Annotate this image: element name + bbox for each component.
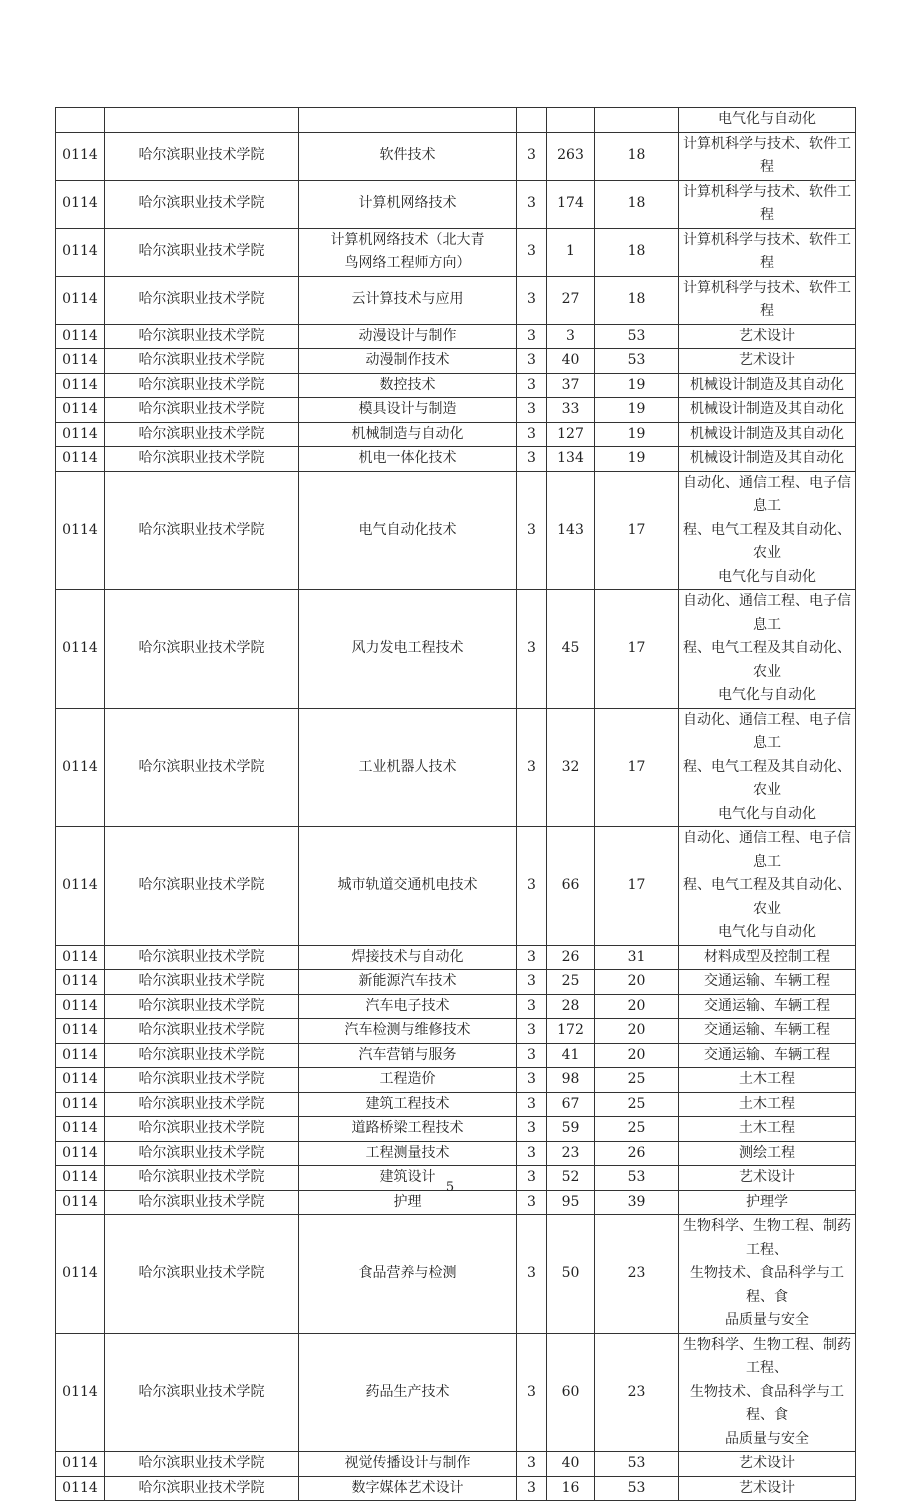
table-row — [56, 1043, 856, 1068]
school-name-cell: 哈尔滨职业技术学院 — [105, 1215, 299, 1334]
major-name-cell: 风力发电工程技术 — [299, 590, 517, 709]
school-code-cell: 0114 — [56, 1190, 105, 1215]
major-name-cell: 工程测量技术 — [299, 1141, 517, 1166]
plan-count-cell: 16 — [547, 1476, 595, 1501]
major-name-cell: 药品生产技术 — [299, 1333, 517, 1452]
table-row — [56, 1117, 856, 1142]
school-name-cell: 哈尔滨职业技术学院 — [105, 1333, 299, 1452]
table-row — [56, 180, 856, 228]
related-majors-cell: 机械设计制造及其自动化 — [679, 373, 856, 398]
school-code-cell: 0114 — [56, 1452, 105, 1477]
school-name-cell: 哈尔滨职业技术学院 — [105, 180, 299, 228]
major-name-cell: 建筑工程技术 — [299, 1092, 517, 1117]
school-code-cell: 0114 — [56, 398, 105, 423]
group-code-cell: 19 — [595, 422, 679, 447]
years-cell: 3 — [517, 970, 547, 995]
years-cell: 3 — [517, 324, 547, 349]
school-code-cell: 0114 — [56, 827, 105, 946]
school-code-cell: 0114 — [56, 590, 105, 709]
plan-count-cell: 127 — [547, 422, 595, 447]
school-name-cell: 哈尔滨职业技术学院 — [105, 1117, 299, 1142]
major-name-cell: 汽车检测与维修技术 — [299, 1019, 517, 1044]
table-row — [56, 1333, 856, 1452]
school-code-cell: 0114 — [56, 1215, 105, 1334]
major-name-cell: 机械制造与自动化 — [299, 422, 517, 447]
school-name-cell: 哈尔滨职业技术学院 — [105, 349, 299, 374]
school-name-cell — [105, 108, 299, 133]
school-name-cell: 哈尔滨职业技术学院 — [105, 1092, 299, 1117]
school-code-cell: 0114 — [56, 1092, 105, 1117]
years-cell: 3 — [517, 1333, 547, 1452]
plan-count-cell: 45 — [547, 590, 595, 709]
related-majors-cell: 自动化、通信工程、电子信息工 程、电气工程及其自动化、农业 电气化与自动化 — [679, 590, 856, 709]
related-majors-cell: 交通运输、车辆工程 — [679, 970, 856, 995]
plan-count-cell — [547, 108, 595, 133]
table-row — [56, 1092, 856, 1117]
plan-count-cell: 52 — [547, 1166, 595, 1191]
related-majors-cell: 电气化与自动化 — [679, 108, 856, 133]
group-code-cell: 23 — [595, 1215, 679, 1334]
school-name-cell: 哈尔滨职业技术学院 — [105, 471, 299, 590]
school-code-cell: 0114 — [56, 945, 105, 970]
school-name-cell: 哈尔滨职业技术学院 — [105, 590, 299, 709]
school-name-cell: 哈尔滨职业技术学院 — [105, 1019, 299, 1044]
related-majors-cell: 护理学 — [679, 1190, 856, 1215]
plan-count-cell: 26 — [547, 945, 595, 970]
school-code-cell: 0114 — [56, 447, 105, 472]
table-row — [56, 132, 856, 180]
related-majors-cell: 交通运输、车辆工程 — [679, 1019, 856, 1044]
years-cell: 3 — [517, 1452, 547, 1477]
plan-count-cell: 27 — [547, 276, 595, 324]
plan-count-cell: 40 — [547, 349, 595, 374]
school-code-cell: 0114 — [56, 994, 105, 1019]
group-code-cell — [595, 108, 679, 133]
school-code-cell: 0114 — [56, 180, 105, 228]
plan-count-cell: 263 — [547, 132, 595, 180]
years-cell: 3 — [517, 1117, 547, 1142]
table-row — [56, 1141, 856, 1166]
years-cell: 3 — [517, 1141, 547, 1166]
years-cell: 3 — [517, 1019, 547, 1044]
school-code-cell: 0114 — [56, 708, 105, 827]
school-name-cell: 哈尔滨职业技术学院 — [105, 1166, 299, 1191]
group-code-cell: 18 — [595, 276, 679, 324]
table-row — [56, 1068, 856, 1093]
group-code-cell: 19 — [595, 398, 679, 423]
years-cell: 3 — [517, 422, 547, 447]
major-name-cell — [299, 108, 517, 133]
table-body — [56, 108, 856, 1501]
school-name-cell: 哈尔滨职业技术学院 — [105, 994, 299, 1019]
school-name-cell: 哈尔滨职业技术学院 — [105, 708, 299, 827]
group-code-cell: 53 — [595, 1476, 679, 1501]
related-majors-cell: 土木工程 — [679, 1092, 856, 1117]
group-code-cell: 53 — [595, 1166, 679, 1191]
related-majors-cell: 交通运输、车辆工程 — [679, 1043, 856, 1068]
related-majors-cell: 艺术设计 — [679, 349, 856, 374]
years-cell: 3 — [517, 994, 547, 1019]
school-code-cell: 0114 — [56, 373, 105, 398]
related-majors-cell: 艺术设计 — [679, 1476, 856, 1501]
years-cell: 3 — [517, 180, 547, 228]
years-cell: 3 — [517, 132, 547, 180]
school-code-cell: 0114 — [56, 471, 105, 590]
major-name-cell: 汽车电子技术 — [299, 994, 517, 1019]
school-name-cell: 哈尔滨职业技术学院 — [105, 422, 299, 447]
school-name-cell: 哈尔滨职业技术学院 — [105, 970, 299, 995]
related-majors-cell: 机械设计制造及其自动化 — [679, 447, 856, 472]
group-code-cell: 17 — [595, 827, 679, 946]
page-number: 5 — [445, 1180, 455, 1195]
group-code-cell: 19 — [595, 447, 679, 472]
school-code-cell: 0114 — [56, 228, 105, 276]
group-code-cell: 17 — [595, 590, 679, 709]
plan-count-cell: 37 — [547, 373, 595, 398]
years-cell: 3 — [517, 1166, 547, 1191]
plan-count-cell: 40 — [547, 1452, 595, 1477]
school-code-cell: 0114 — [56, 422, 105, 447]
table-row — [56, 276, 856, 324]
major-name-cell: 动漫设计与制作 — [299, 324, 517, 349]
years-cell: 3 — [517, 1043, 547, 1068]
school-name-cell: 哈尔滨职业技术学院 — [105, 1043, 299, 1068]
major-name-cell: 建筑设计 — [299, 1166, 517, 1191]
related-majors-cell: 土木工程 — [679, 1117, 856, 1142]
major-name-cell: 城市轨道交通机电技术 — [299, 827, 517, 946]
school-code-cell: 0114 — [56, 1043, 105, 1068]
major-name-cell: 食品营养与检测 — [299, 1215, 517, 1334]
years-cell: 3 — [517, 1068, 547, 1093]
group-code-cell: 39 — [595, 1190, 679, 1215]
table-row — [56, 827, 856, 946]
school-name-cell: 哈尔滨职业技术学院 — [105, 373, 299, 398]
enrollment-table — [55, 107, 856, 1501]
years-cell: 3 — [517, 945, 547, 970]
related-majors-cell: 测绘工程 — [679, 1141, 856, 1166]
table-row — [56, 447, 856, 472]
group-code-cell: 25 — [595, 1117, 679, 1142]
school-name-cell: 哈尔滨职业技术学院 — [105, 132, 299, 180]
related-majors-cell: 机械设计制造及其自动化 — [679, 422, 856, 447]
table-row — [56, 228, 856, 276]
major-name-cell: 汽车营销与服务 — [299, 1043, 517, 1068]
school-code-cell: 0114 — [56, 349, 105, 374]
table-row — [56, 349, 856, 374]
major-name-cell: 数字媒体艺术设计 — [299, 1476, 517, 1501]
related-majors-cell: 艺术设计 — [679, 1166, 856, 1191]
group-code-cell: 53 — [595, 1452, 679, 1477]
group-code-cell: 18 — [595, 180, 679, 228]
school-code-cell: 0114 — [56, 1141, 105, 1166]
major-name-cell: 云计算技术与应用 — [299, 276, 517, 324]
table-row — [56, 1215, 856, 1334]
related-majors-cell: 艺术设计 — [679, 1452, 856, 1477]
major-name-cell: 模具设计与制造 — [299, 398, 517, 423]
major-name-cell: 护理 — [299, 1190, 517, 1215]
school-code-cell: 0114 — [56, 1117, 105, 1142]
plan-count-cell: 143 — [547, 471, 595, 590]
school-name-cell: 哈尔滨职业技术学院 — [105, 228, 299, 276]
major-name-cell: 软件技术 — [299, 132, 517, 180]
group-code-cell: 26 — [595, 1141, 679, 1166]
years-cell: 3 — [517, 276, 547, 324]
school-code-cell: 0114 — [56, 1333, 105, 1452]
table-row — [56, 1476, 856, 1501]
related-majors-cell: 土木工程 — [679, 1068, 856, 1093]
school-name-cell: 哈尔滨职业技术学院 — [105, 1476, 299, 1501]
group-code-cell: 17 — [595, 471, 679, 590]
plan-count-cell: 50 — [547, 1215, 595, 1334]
group-code-cell: 18 — [595, 132, 679, 180]
related-majors-cell: 艺术设计 — [679, 324, 856, 349]
plan-count-cell: 172 — [547, 1019, 595, 1044]
years-cell: 3 — [517, 349, 547, 374]
plan-count-cell: 67 — [547, 1092, 595, 1117]
major-name-cell: 焊接技术与自动化 — [299, 945, 517, 970]
table-row — [56, 398, 856, 423]
related-majors-cell: 计算机科学与技术、软件工程 — [679, 132, 856, 180]
related-majors-cell: 计算机科学与技术、软件工程 — [679, 228, 856, 276]
school-name-cell: 哈尔滨职业技术学院 — [105, 945, 299, 970]
related-majors-cell: 自动化、通信工程、电子信息工 程、电气工程及其自动化、农业 电气化与自动化 — [679, 827, 856, 946]
school-name-cell: 哈尔滨职业技术学院 — [105, 398, 299, 423]
table-row — [56, 324, 856, 349]
major-name-cell: 计算机网络技术 — [299, 180, 517, 228]
plan-count-cell: 28 — [547, 994, 595, 1019]
years-cell: 3 — [517, 708, 547, 827]
years-cell: 3 — [517, 1190, 547, 1215]
school-code-cell — [56, 108, 105, 133]
major-name-cell: 工程造价 — [299, 1068, 517, 1093]
related-majors-cell: 自动化、通信工程、电子信息工 程、电气工程及其自动化、农业 电气化与自动化 — [679, 471, 856, 590]
group-code-cell: 20 — [595, 1019, 679, 1044]
table-row — [56, 1452, 856, 1477]
plan-count-cell: 33 — [547, 398, 595, 423]
table-row — [56, 373, 856, 398]
related-majors-cell: 生物科学、生物工程、制药工程、 生物技术、食品科学与工程、食 品质量与安全 — [679, 1333, 856, 1452]
plan-count-cell: 95 — [547, 1190, 595, 1215]
table-row — [56, 1019, 856, 1044]
years-cell: 3 — [517, 228, 547, 276]
group-code-cell: 53 — [595, 349, 679, 374]
table-row — [56, 994, 856, 1019]
major-name-cell: 数控技术 — [299, 373, 517, 398]
table-row — [56, 945, 856, 970]
school-name-cell: 哈尔滨职业技术学院 — [105, 324, 299, 349]
group-code-cell: 23 — [595, 1333, 679, 1452]
group-code-cell: 53 — [595, 324, 679, 349]
school-name-cell: 哈尔滨职业技术学院 — [105, 1068, 299, 1093]
plan-count-cell: 41 — [547, 1043, 595, 1068]
related-majors-cell: 自动化、通信工程、电子信息工 程、电气工程及其自动化、农业 电气化与自动化 — [679, 708, 856, 827]
school-code-cell: 0114 — [56, 1476, 105, 1501]
years-cell: 3 — [517, 1092, 547, 1117]
group-code-cell: 20 — [595, 1043, 679, 1068]
major-name-cell: 机电一体化技术 — [299, 447, 517, 472]
group-code-cell: 18 — [595, 228, 679, 276]
plan-count-cell: 98 — [547, 1068, 595, 1093]
school-code-cell: 0114 — [56, 970, 105, 995]
major-name-cell: 道路桥梁工程技术 — [299, 1117, 517, 1142]
years-cell: 3 — [517, 827, 547, 946]
school-code-cell: 0114 — [56, 324, 105, 349]
related-majors-cell: 计算机科学与技术、软件工程 — [679, 180, 856, 228]
school-name-cell: 哈尔滨职业技术学院 — [105, 1452, 299, 1477]
school-name-cell: 哈尔滨职业技术学院 — [105, 827, 299, 946]
related-majors-cell: 生物科学、生物工程、制药工程、 生物技术、食品科学与工程、食 品质量与安全 — [679, 1215, 856, 1334]
table-row — [56, 970, 856, 995]
plan-count-cell: 134 — [547, 447, 595, 472]
plan-count-cell: 66 — [547, 827, 595, 946]
table-row — [56, 590, 856, 709]
years-cell: 3 — [517, 373, 547, 398]
school-code-cell: 0114 — [56, 276, 105, 324]
group-code-cell: 31 — [595, 945, 679, 970]
related-majors-cell: 材料成型及控制工程 — [679, 945, 856, 970]
related-majors-cell: 交通运输、车辆工程 — [679, 994, 856, 1019]
major-name-cell: 动漫制作技术 — [299, 349, 517, 374]
group-code-cell: 19 — [595, 373, 679, 398]
years-cell: 3 — [517, 1215, 547, 1334]
plan-count-cell: 3 — [547, 324, 595, 349]
plan-count-cell: 23 — [547, 1141, 595, 1166]
school-code-cell: 0114 — [56, 1166, 105, 1191]
table-row — [56, 471, 856, 590]
major-name-cell: 电气自动化技术 — [299, 471, 517, 590]
years-cell: 3 — [517, 447, 547, 472]
school-name-cell: 哈尔滨职业技术学院 — [105, 1190, 299, 1215]
related-majors-cell: 计算机科学与技术、软件工程 — [679, 276, 856, 324]
plan-count-cell: 25 — [547, 970, 595, 995]
major-name-cell: 新能源汽车技术 — [299, 970, 517, 995]
table-row — [56, 422, 856, 447]
plan-count-cell: 1 — [547, 228, 595, 276]
school-code-cell: 0114 — [56, 1068, 105, 1093]
years-cell: 3 — [517, 471, 547, 590]
plan-count-cell: 174 — [547, 180, 595, 228]
school-code-cell: 0114 — [56, 1019, 105, 1044]
group-code-cell: 25 — [595, 1068, 679, 1093]
group-code-cell: 17 — [595, 708, 679, 827]
years-cell: 3 — [517, 590, 547, 709]
school-name-cell: 哈尔滨职业技术学院 — [105, 1141, 299, 1166]
school-code-cell: 0114 — [56, 132, 105, 180]
school-name-cell: 哈尔滨职业技术学院 — [105, 447, 299, 472]
years-cell: 3 — [517, 398, 547, 423]
table-row — [56, 108, 856, 133]
major-name-cell: 计算机网络技术（北大青 鸟网络工程师方向） — [299, 228, 517, 276]
major-name-cell: 视觉传播设计与制作 — [299, 1452, 517, 1477]
school-name-cell: 哈尔滨职业技术学院 — [105, 276, 299, 324]
table-row — [56, 708, 856, 827]
group-code-cell: 25 — [595, 1092, 679, 1117]
major-name-cell: 工业机器人技术 — [299, 708, 517, 827]
related-majors-cell: 机械设计制造及其自动化 — [679, 398, 856, 423]
plan-count-cell: 60 — [547, 1333, 595, 1452]
plan-count-cell: 32 — [547, 708, 595, 827]
group-code-cell: 20 — [595, 970, 679, 995]
group-code-cell: 20 — [595, 994, 679, 1019]
plan-count-cell: 59 — [547, 1117, 595, 1142]
years-cell — [517, 108, 547, 133]
years-cell: 3 — [517, 1476, 547, 1501]
